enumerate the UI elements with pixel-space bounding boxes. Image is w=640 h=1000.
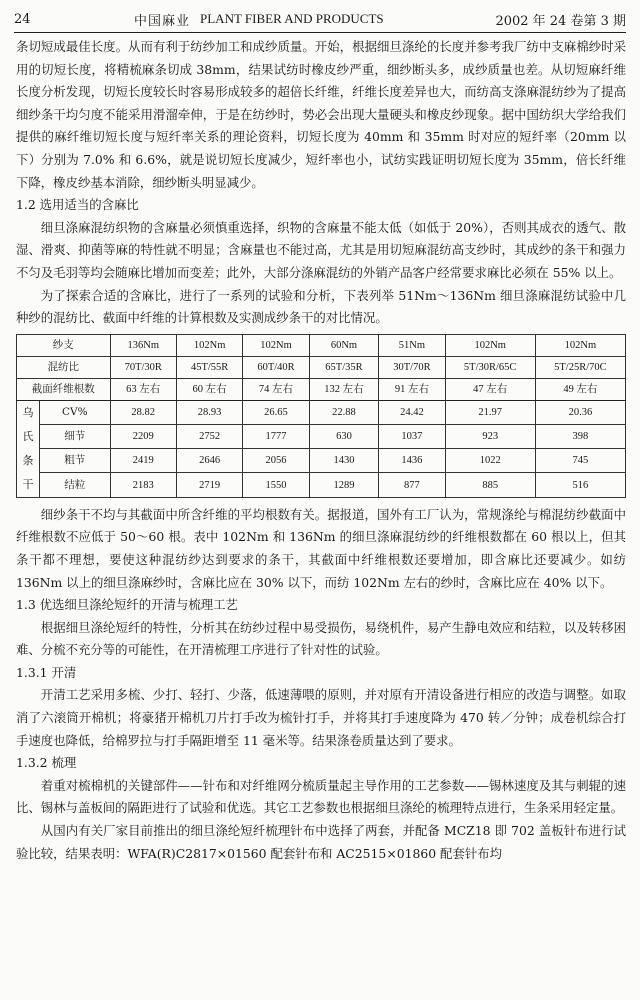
table-cell: 102Nm bbox=[445, 334, 535, 356]
row-header: 纱支 bbox=[17, 334, 111, 356]
section-heading: 1.2 选用适当的含麻比 bbox=[16, 197, 139, 213]
table-cell: 923 bbox=[445, 424, 535, 448]
table-row bbox=[17, 378, 626, 400]
header-divider bbox=[14, 32, 626, 33]
table-cell: 60Nm bbox=[309, 334, 379, 356]
table-cell: 70T/30R bbox=[110, 356, 176, 378]
article-body bbox=[16, 36, 626, 865]
uster-char: 氏 bbox=[22, 429, 34, 443]
paragraph: 开清工艺采用多梳、少打、轻打、少落，低速薄喂的原则，并对原有开清设备进行相应的改造与调整。如取消了六滚筒开棉机；将豪猪开棉机刀片打手改为梳针打手，并将其打手速度降为 470 转／分钟；成卷机综合打手速度也降低，给棉罗拉与打手隔距增至 11 毫米等。结果涤卷质量达到了要求。 bbox=[16, 687, 626, 748]
table-cell: 102Nm bbox=[535, 334, 625, 356]
table-cell: 2646 bbox=[176, 449, 242, 473]
table-row bbox=[17, 334, 626, 356]
comparison-table bbox=[16, 334, 626, 498]
uster-char: 条 bbox=[22, 453, 34, 467]
paragraph: 从国内有关厂家目前推出的细旦涤纶短纤梳理针布中选择了两套，并配备 MCZ18 即 702 盖板针布进行试验比较，结果表明：WFA(R)C2817×01560 配套针布和 AC2515×01860 配套针布均 bbox=[16, 823, 626, 861]
table-cell: 1550 bbox=[243, 473, 309, 497]
table-cell: 885 bbox=[445, 473, 535, 497]
table-cell: 132 左右 bbox=[309, 378, 379, 400]
subsection-heading: 1.3.2 梳理 bbox=[16, 755, 77, 771]
paragraph: 为了探索合适的含麻比，进行了一系列的试验和分析，下表列举 51Nm～136Nm 细旦涤麻混纺试验中几种纱的混纺比、截面中纤维的计算根数及实测成纱条干的对比情况。 bbox=[16, 287, 626, 326]
section-heading: 1.3 优选细旦涤纶短纤的开清与梳理工艺 bbox=[16, 597, 238, 613]
table-cell: 516 bbox=[535, 473, 625, 497]
table-row bbox=[17, 356, 626, 378]
table-cell: 60 左右 bbox=[176, 378, 242, 400]
table-cell: 2056 bbox=[243, 449, 309, 473]
table-cell: 2183 bbox=[110, 473, 176, 497]
paragraph: 细纱条干不均与其截面中所含纤维的平均根数有关。据报道，国外有工厂认为，常规涤纶与棉混纺纱截面中纤维根数不应低于 50～60 根。表中 102Nm 和 136Nm 的细旦涤麻混纺纱的纤维根数都在 60 根以上，但其条干都不理想，要使这种混纺纱达到要求的条干，其截面中纤维根数还要增加，即含麻比还要减少。如纺 136Nm 以上的细旦涤麻纱时，含麻比应在 30% 以下，而纺 102Nm 左右的纱时，含麻比应在 40% 以下。 bbox=[16, 506, 626, 590]
paragraph: 着重对梳棉机的关键部件——针布和对纤维网分梳质量起主导作用的工艺参数——锡林速度及其与刺辊的速比、锡林与盖板间的隔距进行了试验和优选。其它工艺参数也根据细旦涤纶的梳理特点进行，生条采用轻定量。 bbox=[16, 777, 626, 816]
table-cell: 63 左右 bbox=[110, 378, 176, 400]
journal-title-cn: 中国麻业 bbox=[134, 13, 191, 29]
subsection-heading: 1.3.1 开清 bbox=[16, 664, 77, 680]
table-cell: 30T/70R bbox=[379, 356, 445, 378]
metric-label: CV% bbox=[40, 400, 111, 424]
table-cell: 5T/30R/65C bbox=[445, 356, 535, 378]
table-cell: 21.97 bbox=[445, 400, 535, 424]
table-cell: 1037 bbox=[379, 424, 445, 448]
table-cell: 5T/25R/70C bbox=[535, 356, 625, 378]
row-header: 混纺比 bbox=[17, 356, 111, 378]
table-cell: 20.36 bbox=[535, 400, 625, 424]
table-cell: 45T/55R bbox=[176, 356, 242, 378]
metric-label: 结粒 bbox=[40, 473, 111, 497]
table-cell: 60T/40R bbox=[243, 356, 309, 378]
table-cell: 1436 bbox=[379, 449, 445, 473]
table-cell: 2209 bbox=[110, 424, 176, 448]
paragraph: 条切短成最佳长度。从而有利于纺纱加工和成纱质量。开始，根据细旦涤纶的长度并参考我厂纺中支麻棉纱时采用的切短长度，将精梳麻条切成 38mm，结果试纺时橡皮纱严重，细纱断头多，成纱质量也差。从切短麻纤维长度分析发现，切短长度较长时容易形成较多的超倍长纤维，纤维长度差异也大，而纺高支涤麻混纺纱为了提高细纱条干均匀度不能采用滑溜牵伸，于是在纺纱时，势必会出现大量硬头和橡皮纱现象。据中国纺织大学给我们提供的麻纤维切短长度与短纤率关系的理论资料，切短长度为 40mm 和 35mm 时对应的短纤率（20mm 以下）分别为 7.0% 和 6.6%，就是说切短长度减少，短纤率也小，试纺实践证明切短长度为 35mm，倍长纤维下降，橡皮纱基本消除，细纱断头明显减少。 bbox=[16, 39, 626, 190]
table-cell: 1289 bbox=[309, 473, 379, 497]
table-row bbox=[17, 473, 626, 497]
table-cell: 1777 bbox=[243, 424, 309, 448]
page-number: 24 bbox=[14, 11, 31, 27]
page-header bbox=[14, 6, 626, 32]
table-cell: 1430 bbox=[309, 449, 379, 473]
table-cell: 65T/35R bbox=[309, 356, 379, 378]
table-row bbox=[17, 449, 626, 473]
journal-title-en: PLANT FIBER AND PRODUCTS bbox=[200, 11, 384, 26]
table-cell: 877 bbox=[379, 473, 445, 497]
table-cell: 2719 bbox=[176, 473, 242, 497]
table-cell: 49 左右 bbox=[535, 378, 625, 400]
table-row bbox=[17, 424, 626, 448]
table-cell: 2419 bbox=[110, 449, 176, 473]
table-cell: 24.42 bbox=[379, 400, 445, 424]
table-cell: 74 左右 bbox=[243, 378, 309, 400]
row-header: 截面纤维根数 bbox=[17, 378, 111, 400]
uster-label bbox=[17, 400, 40, 497]
uster-char: 乌 bbox=[22, 405, 34, 419]
table-cell: 51Nm bbox=[379, 334, 445, 356]
table-cell: 26.65 bbox=[243, 400, 309, 424]
table-cell: 102Nm bbox=[243, 334, 309, 356]
table-cell: 136Nm bbox=[110, 334, 176, 356]
table-cell: 745 bbox=[535, 449, 625, 473]
table-cell: 47 左右 bbox=[445, 378, 535, 400]
table-cell: 2752 bbox=[176, 424, 242, 448]
table-cell: 28.93 bbox=[176, 400, 242, 424]
table-cell: 22.88 bbox=[309, 400, 379, 424]
metric-label: 细节 bbox=[40, 424, 111, 448]
table-cell: 398 bbox=[535, 424, 625, 448]
table-cell: 28.82 bbox=[110, 400, 176, 424]
table-cell: 102Nm bbox=[176, 334, 242, 356]
volume-issue: 2002 年 24 卷第 3 期 bbox=[495, 13, 626, 29]
table-cell: 630 bbox=[309, 424, 379, 448]
paragraph: 细旦涤麻混纺织物的含麻量必须慎重选择，织物的含麻量不能太低（如低于 20%），否则其成衣的透气、散湿、滑爽、抑菌等麻的特性就不明显；含麻量也不能过高，尤其是用切短麻混纺高支纱时，其成纱的条干和强力不匀及毛羽等均会随麻比增加而变差；此外，大部分涤麻混纺的外销产品客户经常要求麻比必须在 55% 以上。 bbox=[16, 219, 626, 280]
table-cell: 1022 bbox=[445, 449, 535, 473]
paragraph: 根据细旦涤纶短纤的特性，分析其在纺纱过程中易受损伤，易绕机件，易产生静电效应和结粒，以及转移困难、分梳不充分等的可能性，在开清梳理工序进行了针对性的试验。 bbox=[16, 619, 626, 658]
uster-char: 干 bbox=[22, 477, 34, 491]
metric-label: 粗节 bbox=[40, 449, 111, 473]
table-cell: 91 左右 bbox=[379, 378, 445, 400]
table-row bbox=[17, 400, 626, 424]
